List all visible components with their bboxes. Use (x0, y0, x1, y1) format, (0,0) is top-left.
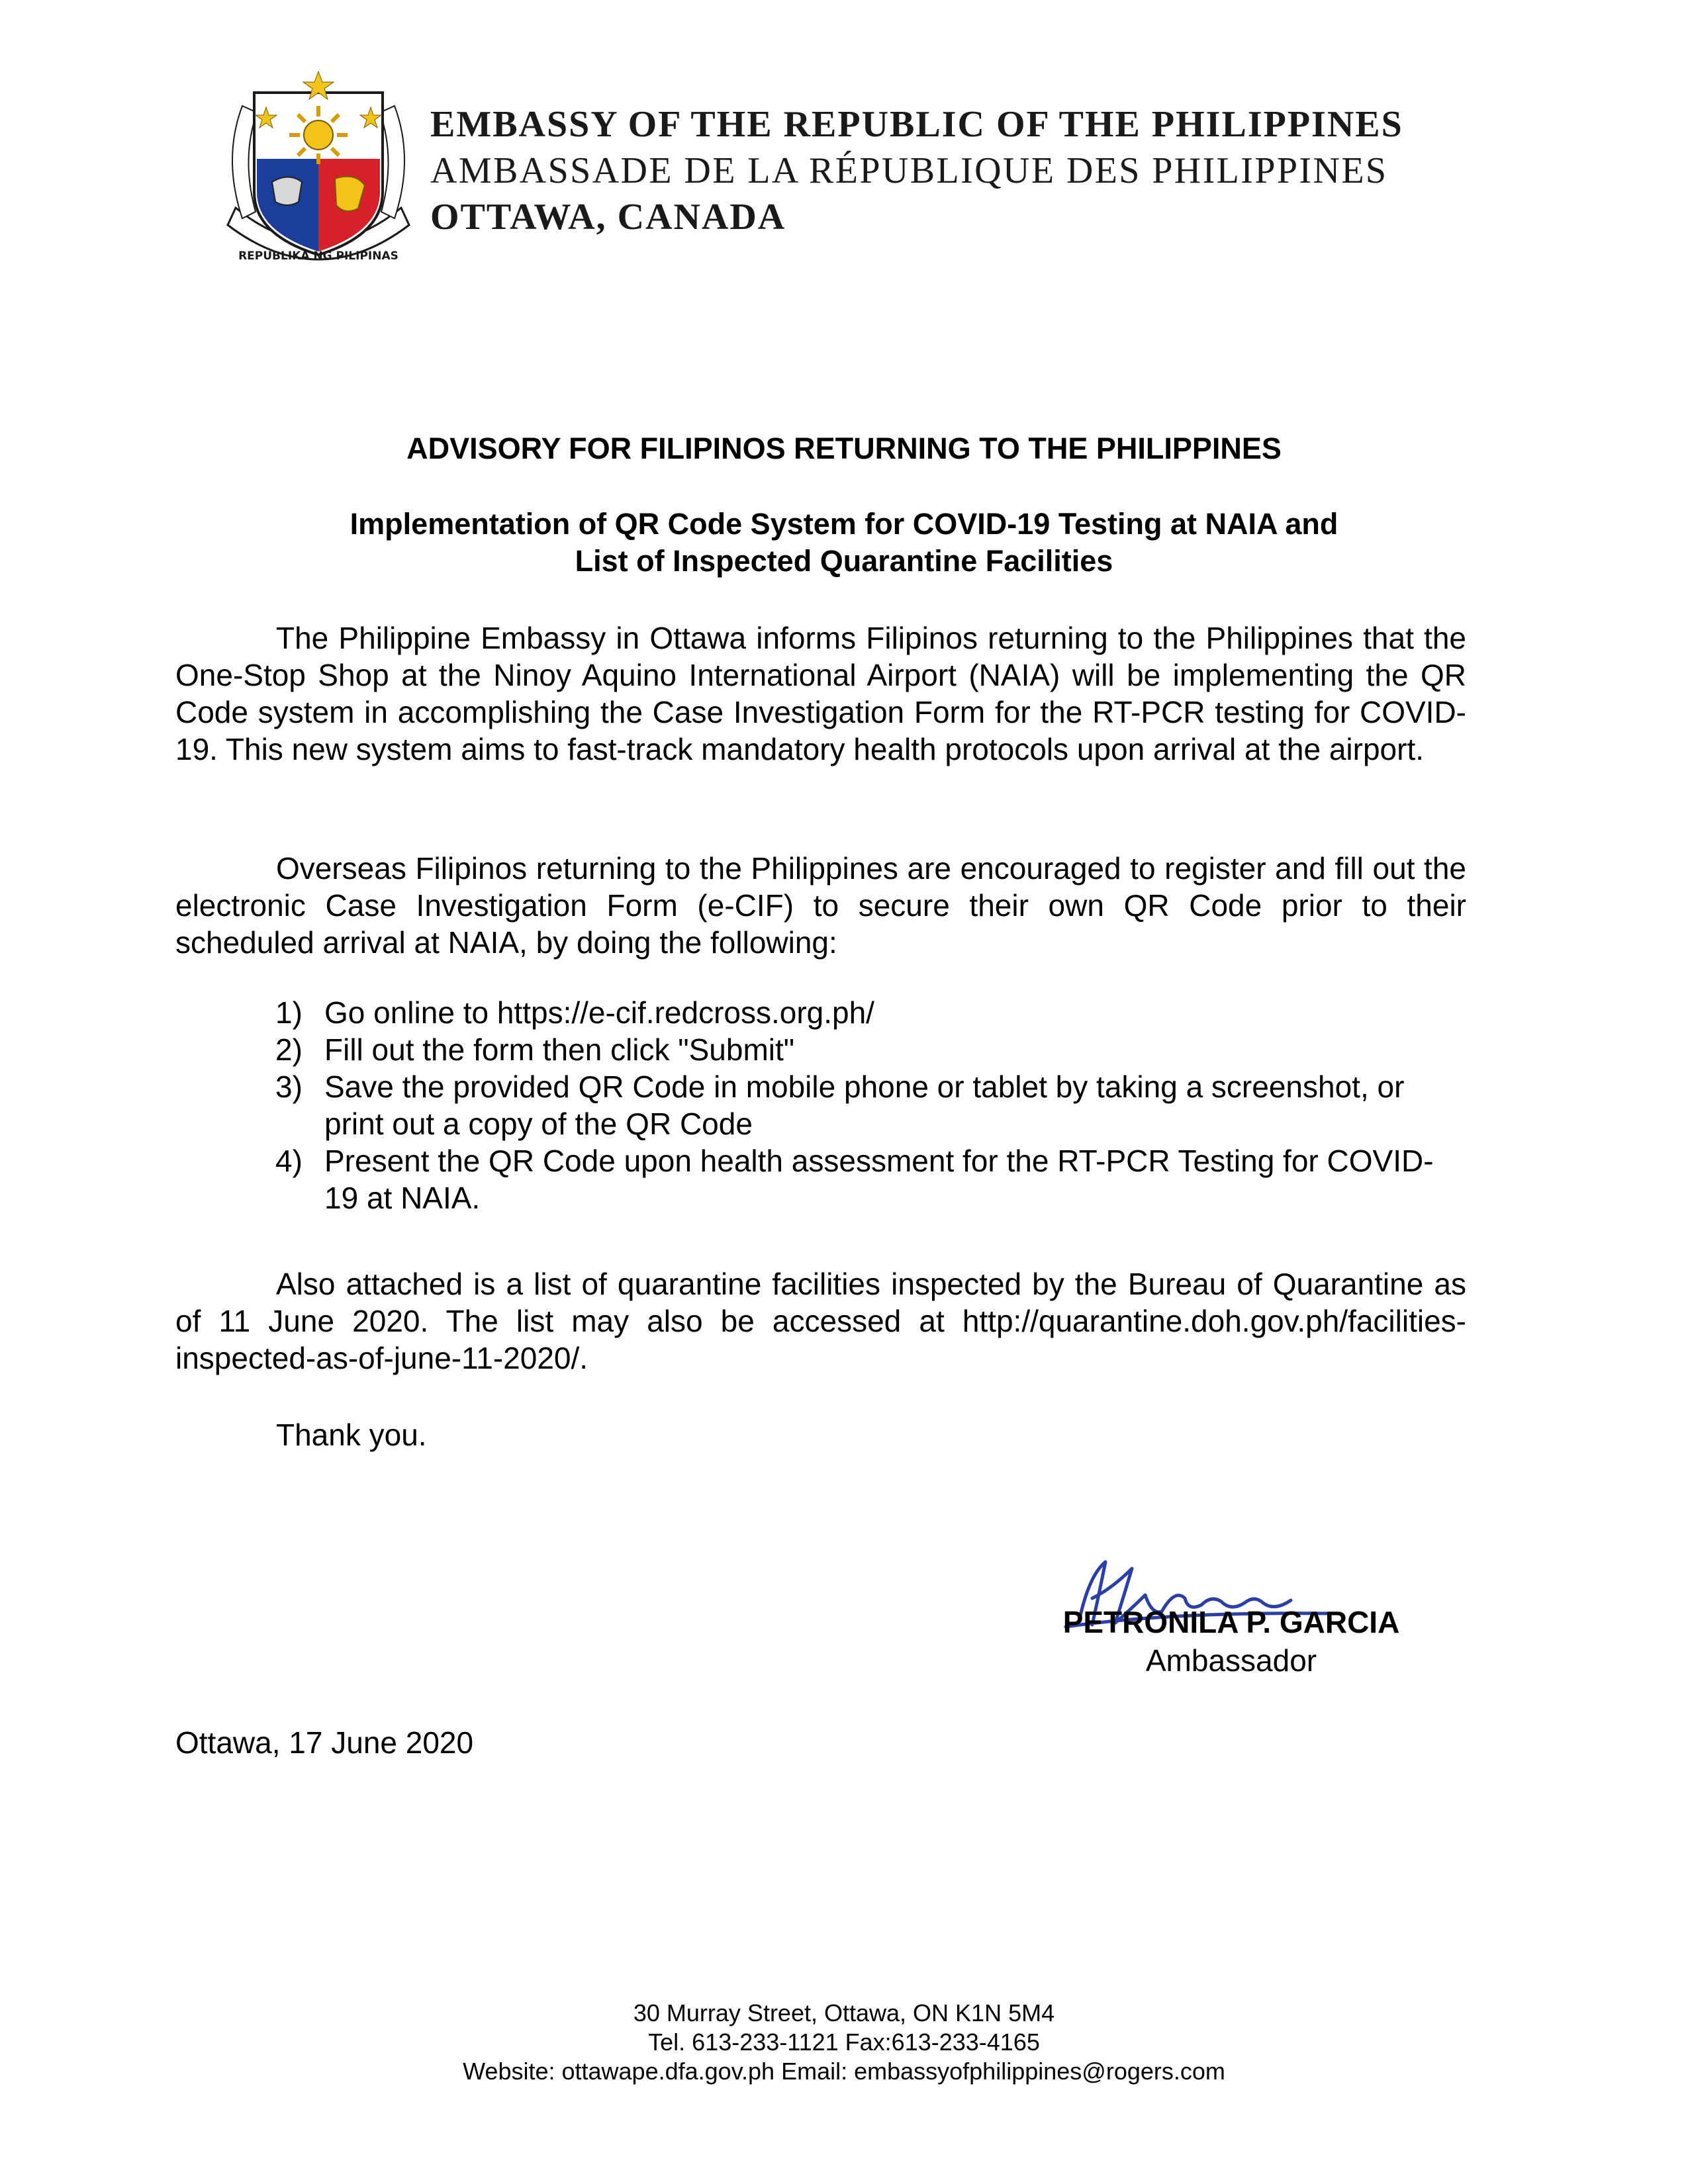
advisory-subtitle (0, 506, 1688, 580)
date-line: Ottawa, 17 June 2020 (175, 1725, 474, 1760)
footer-address: 30 Murray Street, Ottawa, ON K1N 5M4 (633, 1999, 1055, 2026)
seal-motto: REPUBLIKA NG PILIPINAS (238, 250, 399, 263)
paragraph-thanks: Thank you. (276, 1418, 427, 1452)
step-number: 1) (275, 995, 303, 1030)
footer-phone: Tel. 613-233-1121 Fax:613-233-4165 (648, 2028, 1040, 2056)
list-item (275, 1031, 1467, 1068)
list-item (275, 1068, 1467, 1142)
footer-web: Website: ottawape.dfa.gov.ph Email: embassyofphilippines@rogers.com (463, 2058, 1225, 2085)
step-number: 4) (275, 1144, 303, 1178)
step-number: 2) (275, 1032, 303, 1067)
letterhead (430, 106, 1403, 236)
step-number: 3) (275, 1069, 303, 1104)
embassy-location: OTTAWA, CANADA (430, 197, 786, 238)
subtitle-line-1: Implementation of QR Code System for COVID-19 Testing at NAIA and (350, 507, 1338, 541)
paragraph-instructions: Overseas Filipinos returning to the Philippines are encouraged to register and fill out the electronic Case Investigation Form (e-CIF) to secure their own QR Code prior to their scheduled arrival at NAIA, by doing the following: (175, 851, 1466, 960)
signatory-title: Ambassador (1145, 1643, 1317, 1678)
list-item (275, 1142, 1467, 1216)
step-text: Save the provided QR Code in mobile phone or tablet by taking a screenshot, or print out a copy of the QR Code (324, 1069, 1405, 1141)
subtitle-line-2: List of Inspected Quarantine Facilities (575, 544, 1113, 578)
philippine-coat-of-arms (216, 66, 421, 275)
step-text: Present the QR Code upon health assessment for the RT-PCR Testing for COVID-19 at NAIA. (324, 1144, 1434, 1215)
list-item (275, 994, 1467, 1031)
footer (0, 1999, 1688, 2086)
embassy-name-en: EMBASSY OF THE REPUBLIC OF THE PHILIPPINES (430, 104, 1403, 145)
paragraph-intro: The Philippine Embassy in Ottawa informs Filipinos returning to the Philippines that the One-Stop Shop at the Ninoy Aquino International Airport (NAIA) will be implementing the QR Code system in accomplishing the Case Investigation Form for the RT-PCR testing for COVID-19. This new system aims to fast-track mandatory health protocols upon arrival at the airport. (175, 621, 1466, 766)
signatory-name: PETRONILA P. GARCIA (1062, 1605, 1400, 1639)
embassy-name-fr: AMBASSADE DE LA RÉPUBLIQUE DES PHILIPPINES (430, 150, 1388, 191)
step-text: Go online to https://e-cif.redcross.org.ph/ (324, 995, 874, 1030)
step-text: Fill out the form then click "Submit" (324, 1032, 795, 1067)
advisory-title: ADVISORY FOR FILIPINOS RETURNING TO THE PHILIPPINES (406, 432, 1282, 465)
paragraph-facilities: Also attached is a list of quarantine facilities inspected by the Bureau of Quarantine as of 11 June 2020. The list may also be accessed at http://quarantine.doh.gov.ph/facilities-inspected-as-of-june-11-2020/. (175, 1267, 1466, 1375)
steps-list (275, 994, 1467, 1216)
